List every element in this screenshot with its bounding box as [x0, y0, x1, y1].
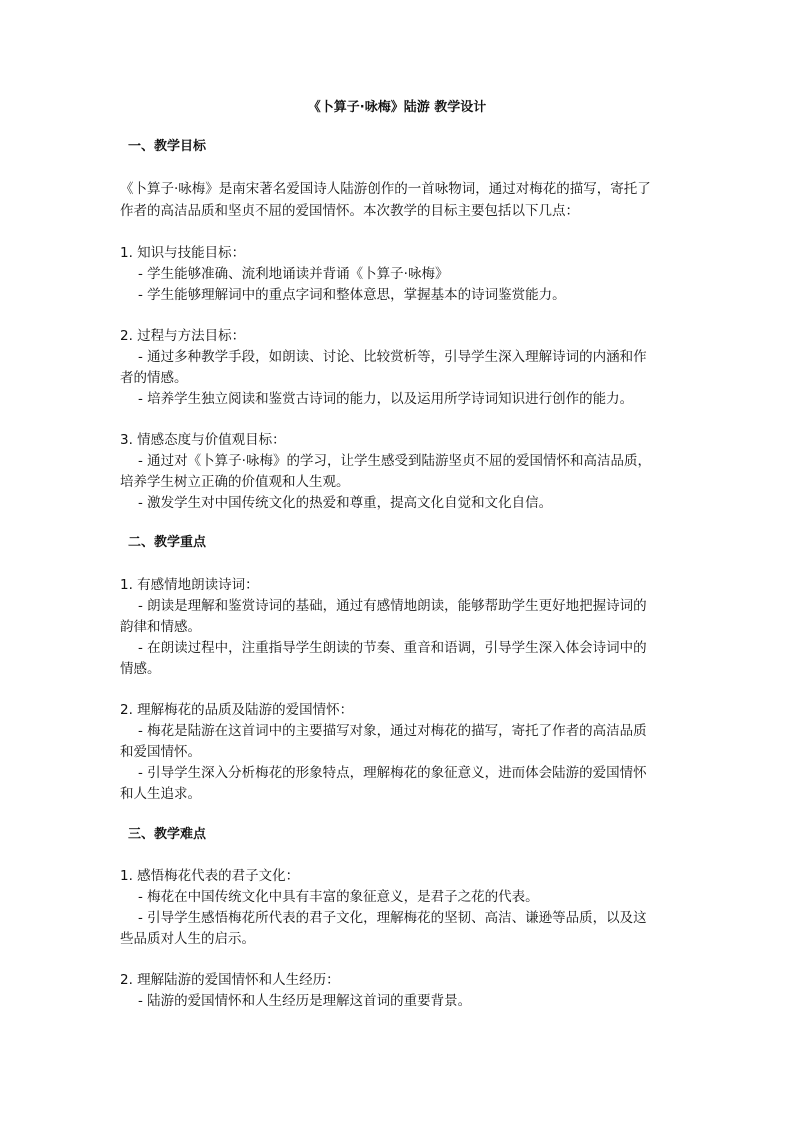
intro-line-2: 作者的高洁品质和坚贞不屈的爱国情怀。本次教学的目标主要包括以下几点：	[120, 203, 579, 219]
key-point-1-bullet-2-cont: 情感。	[120, 661, 161, 677]
intro-line-1: 《卜算子·咏梅》是南宋著名爱国诗人陆游创作的一首咏物词，通过对梅花的描写，寄托了	[120, 181, 651, 197]
goal-1-bullet-1: - 学生能够准确、流利地诵读并背诵《卜算子·咏梅》	[138, 266, 449, 282]
key-point-1-bullet-1-cont: 韵律和情感。	[120, 619, 201, 635]
goal-2-bullet-2: - 培养学生独立阅读和鉴赏古诗词的能力，以及运用所学诗词知识进行创作的能力。	[138, 391, 634, 407]
goal-1-bullet-2: - 学生能够理解词中的重点字词和整体意思，掌握基本的诗词鉴赏能力。	[138, 287, 566, 303]
key-point-1-bullet-2: - 在朗读过程中，注重指导学生朗读的节奏、重音和语调，引导学生深入体会诗词中的	[138, 640, 647, 656]
section-heading-teaching-goals: 一、教学目标	[128, 139, 207, 154]
difficulty-1-title: 1. 感悟梅花代表的君子文化：	[120, 868, 300, 884]
goal-2-bullet-1-cont: 者的情感。	[120, 370, 188, 386]
key-point-2-bullet-1-cont: 和爱国情怀。	[120, 744, 201, 760]
difficulty-1-bullet-1: - 梅花在中国传统文化中具有丰富的象征意义，是君子之花的代表。	[138, 889, 539, 905]
goal-3-bullet-2: - 激发学生对中国传统文化的热爱和尊重，提高文化自觉和文化自信。	[138, 495, 553, 511]
goal-3-bullet-1: - 通过对《卜算子·咏梅》的学习，让学生感受到陆游坚贞不屈的爱国情怀和高洁品质，	[138, 453, 651, 469]
goal-2-bullet-1: - 通过多种教学手段，如朗读、讨论、比较赏析等，引导学生深入理解诗词的内涵和作	[138, 349, 647, 365]
document-title: 《卜算子·咏梅》陆游 教学设计	[307, 100, 487, 115]
goal-3-bullet-1-cont: 培养学生树立正确的价值观和人生观。	[120, 474, 350, 490]
section-heading-difficulties: 三、教学难点	[128, 827, 207, 842]
key-point-1-bullet-1: - 朗读是理解和鉴赏诗词的基础，通过有感情地朗读，能够帮助学生更好地把握诗词的	[138, 598, 647, 614]
difficulty-1-bullet-2-cont: 些品质对人生的启示。	[120, 931, 255, 947]
key-point-1-title: 1. 有感情地朗读诗词：	[120, 577, 259, 593]
goal-3-title: 3. 情感态度与价值观目标：	[120, 432, 286, 448]
goal-1-title: 1. 知识与技能目标：	[120, 245, 246, 261]
goal-2-title: 2. 过程与方法目标：	[120, 328, 246, 344]
key-point-2-title: 2. 理解梅花的品质及陆游的爱国情怀：	[120, 702, 354, 718]
difficulty-2-bullet-1: - 陆游的爱国情怀和人生经历是理解这首词的重要背景。	[138, 993, 472, 1009]
key-point-2-bullet-2-cont: 和人生追求。	[120, 786, 201, 802]
key-point-2-bullet-1: - 梅花是陆游在这首词中的主要描写对象，通过对梅花的描写，寄托了作者的高洁品质	[138, 723, 647, 739]
difficulty-1-bullet-2: - 引导学生感悟梅花所代表的君子文化，理解梅花的坚韧、高洁、谦逊等品质，以及这	[138, 910, 647, 926]
difficulty-2-title: 2. 理解陆游的爱国情怀和人生经历：	[120, 972, 340, 988]
key-point-2-bullet-2: - 引导学生深入分析梅花的形象特点，理解梅花的象征意义，进而体会陆游的爱国情怀	[138, 765, 647, 781]
section-heading-key-points: 二、教学重点	[128, 535, 207, 550]
